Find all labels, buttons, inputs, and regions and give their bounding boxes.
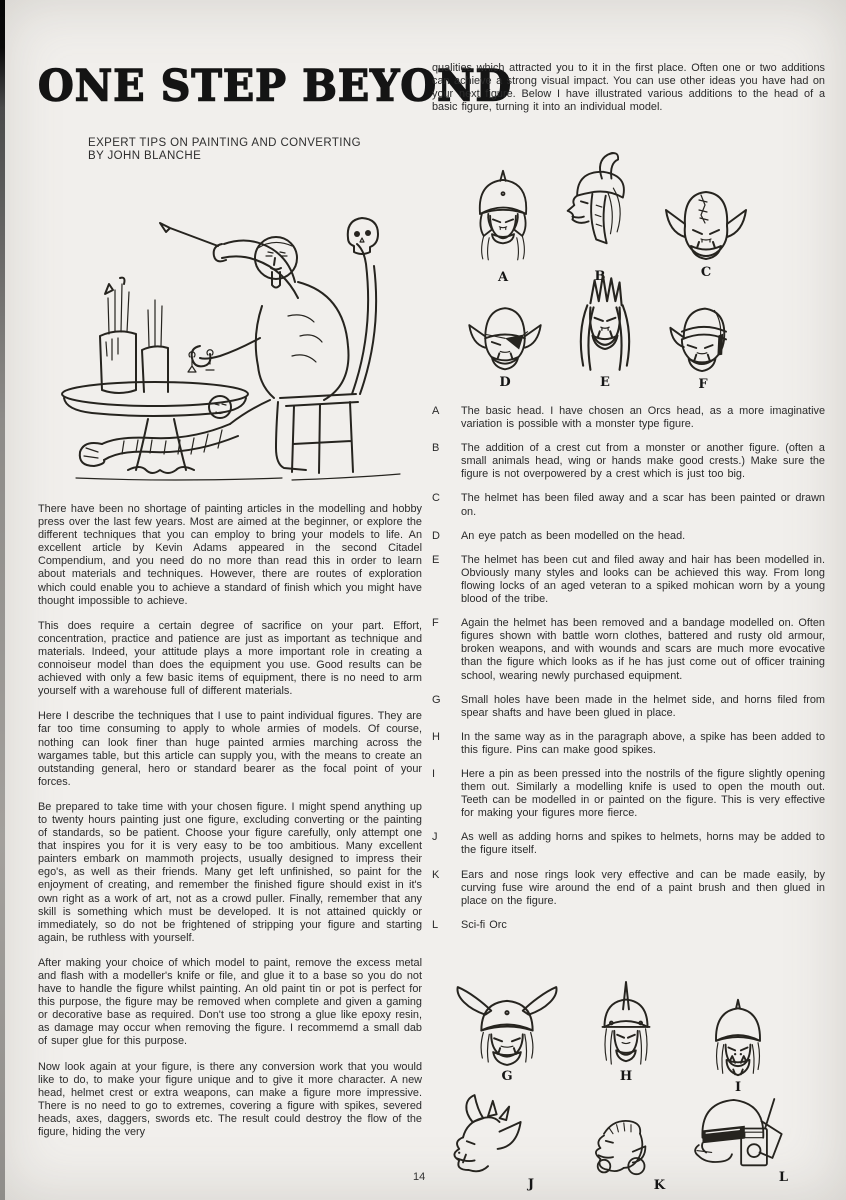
figure-label-i: I [734, 1080, 742, 1095]
figure-label-j: J [527, 1177, 534, 1192]
list-letter: F [432, 617, 439, 630]
orc-head-figure-b [552, 150, 648, 284]
list-letter: C [432, 492, 440, 505]
figure-label-e: E [600, 375, 610, 390]
figure-label-k: K [653, 1178, 665, 1193]
list-text: As well as adding horns and spikes to helmets, horns may be added to the figure itself. [461, 831, 825, 857]
list-letter: J [432, 831, 438, 844]
orc-head-figure-h [577, 980, 675, 1084]
list-text: The helmet has been filed away and a scar has been painted or drawn on. [461, 492, 825, 518]
list-item-i [432, 768, 825, 820]
list-text: An eye patch as been modelled on the head. [461, 529, 686, 542]
article-subtitle [88, 137, 418, 163]
orc-head-bandage-illustration [655, 295, 751, 376]
list-item-k [432, 869, 825, 908]
list-text: Ears and nose rings look very effective and can be made easily, by curving fuse wire around the end of a paint brush and then glued in place on the figure. [461, 868, 825, 907]
body-paragraph-3: Here I describe the techniques that I use to paint individual figures. They are far too time consuming to apply to whole armies of models. Of course, nothing can look finer than huge painted armies marching across the wargames table, but this article can supply you, with the means to create an outstanding general, hero or standard bearer as the focal point of your forces. [38, 710, 422, 788]
conversion-steps-list [432, 405, 825, 932]
list-text: The helmet has been cut and filed away and hair has been modelled in. Obviously many styles and looks can be achieved this way. From long flowing locks of an aged veteran to a spiked mohican worn by a young blood of the tribe. [461, 553, 825, 606]
orc-head-horned-helmet-illustration [438, 985, 576, 1068]
list-letter: L [432, 918, 439, 931]
orc-head-scifi-helmet-illustration [684, 1088, 790, 1169]
list-letter: K [432, 868, 440, 881]
list-letter: D [432, 529, 440, 542]
right-column-intro: qualities which attracted you to it in the first place. Often one or two additions can achieve a strong visual impact. You can use other ideas you have had on your next figure. Below I have illustrated various additions to the head of a basic figure, turning it into an individual model. [432, 62, 825, 114]
orc-head-figure-i [690, 995, 786, 1095]
orc-head-scarred-illustration [656, 180, 756, 264]
orc-head-figure-f [655, 295, 751, 392]
figure-label-d: D [499, 375, 511, 390]
list-letter: B [432, 442, 440, 455]
body-paragraph-4: Be prepared to take time with your chosen figure. I might spend anything up to twenty hours painting just one figure, excluding converting or the painting of standards, so be patient. Choose your figure carefully, only attempt one that inspires you for it is very easy to be too ambitious. Many excellent painters embark on mammoth projects, usually designed to impress their ego's, as well as their friends. Many get left unfinished, so paint for the enjoyment of creating, and remember the finished figure should exist in it's own right as a work of art, not as a crowd puller. Finally, remember that any skill is something which must be developed. It is not attained quickly or immediately, so do not be frightened of stripping your figure and starting again, be ruthless with yourself. [38, 800, 422, 944]
list-letter: G [432, 693, 441, 706]
page-number: 14 [413, 1171, 426, 1183]
list-item-b [432, 442, 825, 481]
body-paragraph-6: Now look again at your figure, is there any conversion work that you would like to do, to make your figure unique and to give it more character. A new head, helmet crest or extra weapons, can make a figure more impressive. There is no need to go to extremes, covering a figure with spikes, severed heads, axes, daggers, swords etc. The result could destroy the flow of the figure, hiding the very [38, 1060, 422, 1139]
list-item-e [432, 554, 825, 606]
list-item-f [432, 617, 825, 682]
orc-head-figure-a [457, 168, 549, 285]
figure-label-c: C [700, 265, 712, 280]
orc-head-earrings-illustration [577, 1103, 667, 1177]
article-title: ONE STEP BEYOND [38, 61, 513, 111]
orc-head-figure-g [438, 985, 576, 1084]
orc-head-figure-j [440, 1093, 536, 1192]
left-column [38, 503, 422, 1151]
orc-head-crested-helmet-illustration [552, 150, 648, 268]
list-letter: I [432, 767, 436, 780]
orc-head-horned-bare-illustration [440, 1093, 536, 1176]
figure-label-l: L [778, 1170, 788, 1185]
list-text: Here a pin as been pressed into the nostrils of the figure slightly opening them out. Similarly a modelling knife is used to open the mouth out. Teeth can be modelled in or painted on the figure. This is very effective for making your figures more fierce. [461, 767, 825, 820]
orc-head-figure-l [684, 1088, 790, 1185]
orc-head-mohican-illustration [553, 272, 657, 374]
list-letter: A [432, 405, 440, 417]
scan-edge-shadow [0, 0, 5, 1200]
list-item-h [432, 731, 825, 757]
figure-label-f: F [698, 377, 708, 392]
figure-label-g: G [501, 1069, 513, 1084]
list-item-g [432, 694, 825, 720]
orc-head-figure-k [577, 1103, 667, 1193]
list-letter: H [432, 730, 440, 743]
list-text: The addition of a crest cut from a monster or another figure. (often a small animals head, wing or hands make good crests.) Make sure the figure is not overpowered by a crest which is just too big. [461, 442, 825, 481]
list-letter: E [432, 553, 440, 566]
orc-head-spiked-helmet-illustration [457, 168, 549, 269]
list-text: In the same way as in the paragraph above, a spike has been added to this figure. Pins can make good spikes. [461, 730, 825, 756]
artist-painting-illustration [52, 186, 422, 491]
list-item-l [432, 919, 825, 932]
list-item-c [432, 492, 825, 518]
orc-head-spike-helmet-illustration [577, 980, 675, 1068]
list-text: Small holes have been made in the helmet side, and horns filed from spear shafts and have been glued in place. [461, 693, 825, 719]
body-paragraph-5: After making your choice of which model to paint, remove the excess metal and flash with a modeller's knife or file, and glue it to a base so you do not have to handle the figure whilst painting. An old paint tin or pot is perfect for this purpose, the figure may be removed when complete and given a gaming or decorative base as required. Don't use too strong a glue like epoxy resin, as damage may occur when removing the figure. I recommemd a small dab of super glue for this purpose. [38, 956, 422, 1048]
figure-label-h: H [619, 1069, 633, 1084]
list-text: Sci-fi Orc [461, 918, 507, 931]
list-text: Again the helmet has been removed and a bandage modelled on. Often figures shown with battle worn clothes, battered and rusty old armour, broken weapons, and with wounds and scars are much more evocative than the figure which looks as if he has just come out of officer training school, wearing newly purchased equipment. [461, 617, 825, 682]
orc-head-figure-d [458, 295, 552, 390]
list-text: The basic head. I have chosen an Orcs head, as a more imaginative variation is possible with a monster type figure. [461, 405, 825, 431]
figure-label-b: B [594, 269, 606, 284]
orc-head-figure-e [553, 272, 657, 390]
subtitle-line-1: EXPERT TIPS ON PAINTING AND CONVERTING [88, 137, 361, 149]
body-paragraph-1: There have been no shortage of painting articles in the modelling and hobby press over the last few years. Most are aimed at the beginner, or explore the different techniques that you can employ to bring your models to life. An excellent article by Kevin Adams appeared in the second Citadel Compendium, and you need do no more than read this in order to learn about materials and techniques. However, there are routes of exploration which could enable you to achieve a standard of finish which you might have thought impossible to achieve. [38, 503, 422, 607]
orc-head-eye-patch-illustration [458, 295, 552, 374]
orc-head-fanged-illustration [690, 995, 786, 1079]
orc-head-figure-c [656, 180, 756, 280]
list-item-j [432, 831, 825, 857]
list-item-d [432, 530, 825, 543]
body-paragraph-2: This does require a certain degree of sacrifice on your part. Effort, concentration, practice and patience are just as important as technique and materials. Indeed, your attitude plays a more important role in creating a connoiseur model than does the equipment you use. Good results can be achieved with only a few basic items of equipment, there is no need to arm yourself with a warehouse full of different materials. [38, 619, 422, 698]
subtitle-line-2: BY JOHN BLANCHE [88, 150, 202, 162]
list-item-a [432, 405, 825, 431]
figure-label-a: A [497, 270, 509, 285]
